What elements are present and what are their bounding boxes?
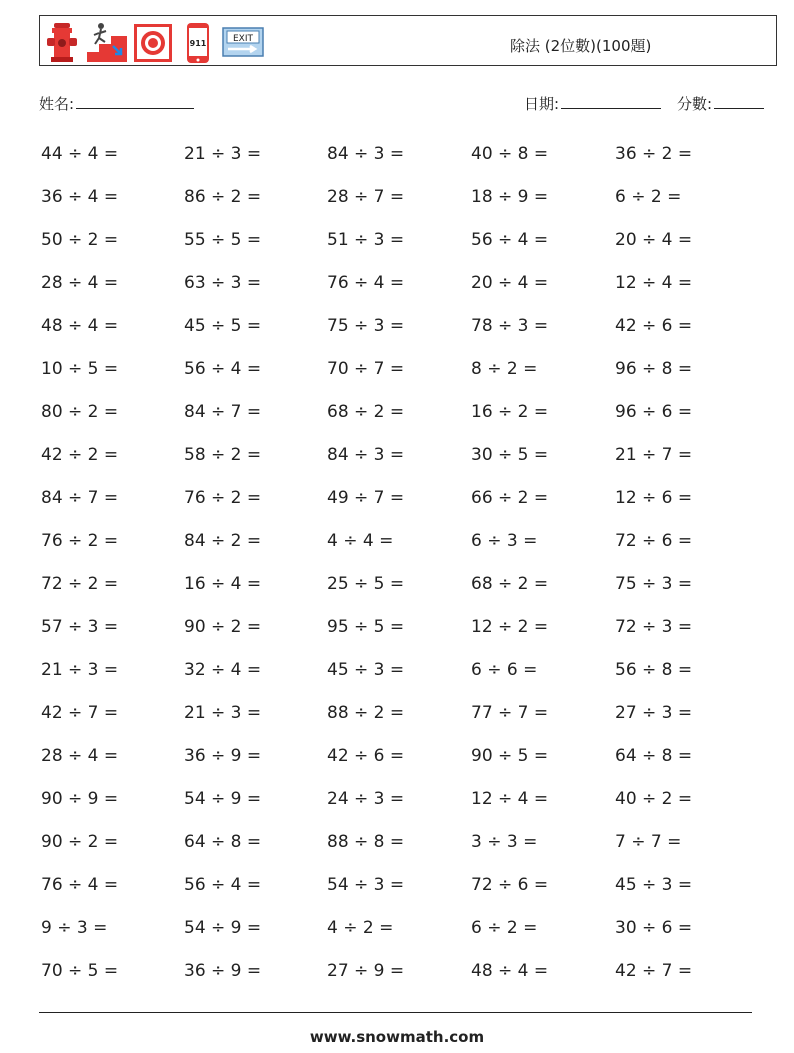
problem-item: 7 ÷ 7 =	[615, 832, 682, 852]
problem-item: 40 ÷ 2 =	[615, 789, 693, 809]
problem-item: 16 ÷ 2 =	[471, 402, 549, 422]
problem-item: 44 ÷ 4 =	[41, 144, 119, 164]
problem-item: 72 ÷ 6 =	[615, 531, 693, 551]
problem-item: 42 ÷ 7 =	[41, 703, 119, 723]
problem-item: 49 ÷ 7 =	[327, 488, 405, 508]
problem-item: 78 ÷ 3 =	[471, 316, 549, 336]
exit-sign-text: EXIT	[232, 34, 254, 44]
problem-item: 21 ÷ 3 =	[184, 144, 262, 164]
problem-item: 72 ÷ 2 =	[41, 574, 119, 594]
problem-item: 28 ÷ 4 =	[41, 746, 119, 766]
problem-item: 68 ÷ 2 =	[327, 402, 405, 422]
problem-item: 48 ÷ 4 =	[471, 961, 549, 981]
name-label: 姓名:	[39, 95, 75, 113]
score-field	[677, 93, 764, 114]
score-label: 分數:	[677, 95, 713, 113]
problem-item: 84 ÷ 3 =	[327, 445, 405, 465]
problem-item: 42 ÷ 6 =	[327, 746, 405, 766]
problem-item: 54 ÷ 9 =	[184, 918, 262, 938]
problem-item: 63 ÷ 3 =	[184, 273, 262, 293]
problem-item: 6 ÷ 6 =	[471, 660, 538, 680]
problem-item: 56 ÷ 4 =	[184, 875, 262, 895]
problem-item: 6 ÷ 2 =	[471, 918, 538, 938]
problem-item: 77 ÷ 7 =	[471, 703, 549, 723]
footer-url: www.snowmath.com	[309, 1028, 485, 1046]
problem-item: 90 ÷ 2 =	[184, 617, 262, 637]
problem-item: 36 ÷ 4 =	[41, 187, 119, 207]
problem-item: 24 ÷ 3 =	[327, 789, 405, 809]
problem-item: 96 ÷ 6 =	[615, 402, 693, 422]
worksheet-header	[39, 15, 777, 66]
problem-item: 88 ÷ 2 =	[327, 703, 405, 723]
problem-item: 90 ÷ 5 =	[471, 746, 549, 766]
problem-item: 90 ÷ 9 =	[41, 789, 119, 809]
date-label: 日期:	[524, 95, 560, 113]
problem-item: 50 ÷ 2 =	[41, 230, 119, 250]
problem-item: 36 ÷ 9 =	[184, 961, 262, 981]
problem-item: 27 ÷ 9 =	[327, 961, 405, 981]
problem-item: 36 ÷ 9 =	[184, 746, 262, 766]
problem-item: 84 ÷ 7 =	[41, 488, 119, 508]
problem-item: 40 ÷ 8 =	[471, 144, 549, 164]
problem-item: 18 ÷ 9 =	[471, 187, 549, 207]
problem-item: 95 ÷ 5 =	[327, 617, 405, 637]
problem-item: 90 ÷ 2 =	[41, 832, 119, 852]
problem-item: 21 ÷ 3 =	[41, 660, 119, 680]
problem-item: 45 ÷ 3 =	[615, 875, 693, 895]
problem-item: 64 ÷ 8 =	[184, 832, 262, 852]
alarm-button-icon	[133, 22, 173, 64]
problem-item: 20 ÷ 4 =	[615, 230, 693, 250]
exit-sign-icon	[222, 27, 264, 57]
problem-item: 84 ÷ 7 =	[184, 402, 262, 422]
problem-item: 84 ÷ 2 =	[184, 531, 262, 551]
problem-item: 76 ÷ 4 =	[41, 875, 119, 895]
problem-item: 9 ÷ 3 =	[41, 918, 108, 938]
problem-item: 76 ÷ 2 =	[184, 488, 262, 508]
problem-item: 55 ÷ 5 =	[184, 230, 262, 250]
problem-item: 75 ÷ 3 =	[327, 316, 405, 336]
problem-item: 21 ÷ 7 =	[615, 445, 693, 465]
date-blank[interactable]	[561, 94, 661, 109]
problem-item: 76 ÷ 4 =	[327, 273, 405, 293]
problem-item: 48 ÷ 4 =	[41, 316, 119, 336]
problem-item: 30 ÷ 5 =	[471, 445, 549, 465]
problem-item: 30 ÷ 6 =	[615, 918, 693, 938]
problem-item: 76 ÷ 2 =	[41, 531, 119, 551]
problem-item: 64 ÷ 8 =	[615, 746, 693, 766]
problem-item: 10 ÷ 5 =	[41, 359, 119, 379]
problem-item: 12 ÷ 2 =	[471, 617, 549, 637]
problem-item: 12 ÷ 4 =	[471, 789, 549, 809]
emergency-stairs-icon	[85, 22, 129, 64]
problem-item: 56 ÷ 4 =	[471, 230, 549, 250]
phone-911-text: 911	[189, 39, 207, 48]
problem-item: 8 ÷ 2 =	[471, 359, 538, 379]
problem-item: 72 ÷ 6 =	[471, 875, 549, 895]
problem-item: 70 ÷ 5 =	[41, 961, 119, 981]
problem-item: 27 ÷ 3 =	[615, 703, 693, 723]
problem-item: 56 ÷ 8 =	[615, 660, 693, 680]
problem-item: 42 ÷ 2 =	[41, 445, 119, 465]
problem-item: 70 ÷ 7 =	[327, 359, 405, 379]
problem-item: 86 ÷ 2 =	[184, 187, 262, 207]
problem-item: 28 ÷ 4 =	[41, 273, 119, 293]
problem-item: 68 ÷ 2 =	[471, 574, 549, 594]
problem-item: 28 ÷ 7 =	[327, 187, 405, 207]
worksheet-title: 除法 (2位數)(100題)	[510, 37, 652, 55]
name-field	[39, 93, 194, 114]
problem-item: 42 ÷ 6 =	[615, 316, 693, 336]
problem-item: 32 ÷ 4 =	[184, 660, 262, 680]
problem-item: 54 ÷ 9 =	[184, 789, 262, 809]
phone-911-icon	[185, 22, 211, 64]
problem-item: 42 ÷ 7 =	[615, 961, 693, 981]
problem-item: 20 ÷ 4 =	[471, 273, 549, 293]
problem-item: 84 ÷ 3 =	[327, 144, 405, 164]
date-field	[524, 93, 661, 114]
problem-item: 16 ÷ 4 =	[184, 574, 262, 594]
problem-item: 45 ÷ 5 =	[184, 316, 262, 336]
problem-item: 21 ÷ 3 =	[184, 703, 262, 723]
problem-item: 4 ÷ 2 =	[327, 918, 394, 938]
problem-item: 58 ÷ 2 =	[184, 445, 262, 465]
name-blank[interactable]	[76, 94, 194, 109]
problem-item: 12 ÷ 4 =	[615, 273, 693, 293]
problem-item: 6 ÷ 2 =	[615, 187, 682, 207]
problem-item: 12 ÷ 6 =	[615, 488, 693, 508]
problem-item: 80 ÷ 2 =	[41, 402, 119, 422]
problem-item: 6 ÷ 3 =	[471, 531, 538, 551]
problem-item: 45 ÷ 3 =	[327, 660, 405, 680]
problem-item: 96 ÷ 8 =	[615, 359, 693, 379]
problem-item: 75 ÷ 3 =	[615, 574, 693, 594]
problem-item: 56 ÷ 4 =	[184, 359, 262, 379]
problem-item: 57 ÷ 3 =	[41, 617, 119, 637]
problem-item: 88 ÷ 8 =	[327, 832, 405, 852]
footer-divider	[39, 1012, 752, 1013]
problem-item: 3 ÷ 3 =	[471, 832, 538, 852]
problem-item: 51 ÷ 3 =	[327, 230, 405, 250]
problem-item: 54 ÷ 3 =	[327, 875, 405, 895]
fire-hydrant-icon	[46, 22, 78, 64]
score-blank[interactable]	[714, 94, 764, 109]
problem-item: 66 ÷ 2 =	[471, 488, 549, 508]
problem-item: 36 ÷ 2 =	[615, 144, 693, 164]
problem-item: 25 ÷ 5 =	[327, 574, 405, 594]
problem-item: 4 ÷ 4 =	[327, 531, 394, 551]
problem-item: 72 ÷ 3 =	[615, 617, 693, 637]
